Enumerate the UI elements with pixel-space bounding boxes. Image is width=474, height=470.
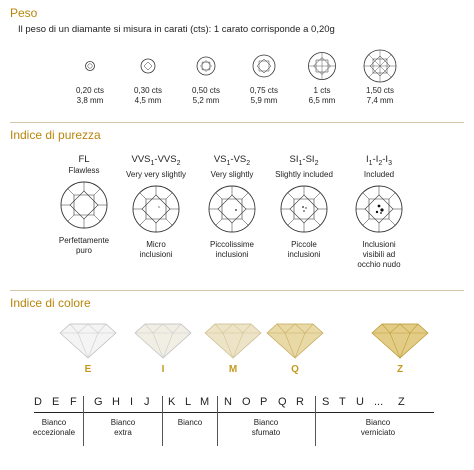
scale-group-label: [93, 418, 153, 438]
scale-letter: Z: [398, 396, 405, 408]
purity-italian-line: Piccole: [291, 239, 317, 249]
weight-mm: 4,5 mm: [134, 96, 162, 105]
scale-letter: J: [144, 396, 150, 408]
diamond-clarity-icon: [131, 184, 181, 234]
weight-mm: 5,2 mm: [192, 96, 220, 105]
scale-separator: [315, 396, 316, 446]
scale-letter: K: [168, 396, 176, 408]
weight-mm: 5,9 mm: [250, 96, 278, 105]
color-scale: [34, 396, 434, 413]
color-gem: [260, 320, 330, 375]
diamond-clarity-icon: [207, 184, 257, 234]
diamond-side-icon: [58, 320, 118, 360]
group-label-line: Bianco: [41, 418, 67, 427]
scale-letter: ...: [374, 396, 384, 408]
group-label-line: verniciato: [360, 428, 396, 437]
weight-carats: 1,50 cts: [365, 86, 394, 95]
weight-carats: 0,20 cts: [75, 86, 104, 95]
purity-item: [45, 154, 123, 256]
scale-letter: L: [185, 396, 192, 408]
diamond-top-icon: [302, 46, 342, 86]
purity-code: $I_1-I_2-I_3$: [366, 154, 392, 167]
diamond-clarity-icon: [59, 180, 109, 230]
color-gem: [128, 320, 198, 375]
purity-italian-line: inclusioni: [215, 249, 249, 259]
diamond-top-icon: [128, 46, 168, 86]
color-grade-letter: M: [228, 364, 238, 375]
scale-letter: U: [356, 396, 364, 408]
purity-item: [193, 154, 271, 260]
scale-letter: E: [52, 396, 60, 408]
diamond-top-icon: [360, 46, 400, 86]
scale-letter: I: [130, 396, 134, 408]
weight-carats: 0,50 cts: [191, 86, 220, 95]
purity-italian-line: Piccolissime: [209, 239, 254, 249]
scale-letter: F: [70, 396, 77, 408]
weight-mm: 3,8 mm: [76, 96, 104, 105]
scale-group-label: [24, 418, 84, 438]
divider: [10, 122, 464, 123]
weight-mm: 7,4 mm: [366, 96, 394, 105]
scale-separator: [217, 396, 218, 446]
scale-letter: M: [200, 396, 210, 408]
purity-english: Very very slightly: [125, 169, 187, 179]
purity-italian-line: inclusioni: [139, 249, 173, 259]
section-title-color: Indice di colore: [10, 296, 91, 310]
purity-italian-line: occhio nudo: [357, 259, 401, 269]
scale-letter: D: [34, 396, 42, 408]
diamond-top-icon: [70, 46, 110, 86]
color-gem: [198, 320, 268, 375]
section-title-weight: Peso: [10, 6, 38, 20]
scale-letter: Q: [278, 396, 287, 408]
section-title-purity: Indice di purezza: [10, 128, 101, 142]
weight-carats: 1 cts: [313, 86, 331, 95]
purity-code: $VVS_1-VVS_2$: [131, 154, 181, 167]
purity-italian-line: puro: [75, 246, 92, 255]
weight-carats: 0,75 cts: [249, 86, 278, 95]
color-gem: [53, 320, 123, 375]
color-grade-letter: Z: [396, 364, 404, 375]
diamond-clarity-icon: [354, 184, 404, 234]
divider: [10, 290, 464, 291]
color-grade-letter: Q: [291, 364, 299, 375]
scale-letter: N: [224, 396, 232, 408]
weight-item: [345, 46, 415, 106]
group-label-line: Bianco: [110, 418, 136, 427]
group-label-line: Bianco: [365, 418, 391, 427]
purity-english: Included: [363, 169, 395, 179]
weight-mm: 6,5 mm: [308, 96, 336, 105]
group-label-line: sfumato: [251, 428, 281, 437]
diamond-side-icon: [133, 320, 193, 360]
diamond-side-icon: [265, 320, 325, 360]
purity-italian-line: Perfettamente: [58, 236, 110, 245]
purity-item: [117, 154, 195, 260]
purity-italian-line: Inclusioni: [362, 239, 396, 249]
diamond-top-icon: [244, 46, 284, 86]
purity-item: [340, 154, 418, 270]
scale-letter: R: [296, 396, 304, 408]
scale-letter: S: [322, 396, 330, 408]
scale-letter: T: [339, 396, 346, 408]
scale-group-label: [236, 418, 296, 438]
diamond-clarity-icon: [279, 184, 329, 234]
purity-english: Slightly included: [275, 169, 333, 179]
purity-english: Flawless: [68, 166, 100, 175]
scale-letter: P: [260, 396, 268, 408]
purity-italian-line: visibili ad: [362, 249, 396, 259]
group-label-line: eccezionale: [32, 428, 76, 437]
scale-letter: O: [242, 396, 251, 408]
scale-group-label: [165, 418, 215, 428]
scale-letter: H: [112, 396, 120, 408]
scale-letter: G: [94, 396, 103, 408]
diamond-side-icon: [203, 320, 263, 360]
diamond-top-icon: [186, 46, 226, 86]
color-grade-letter: I: [161, 364, 165, 375]
diamond-side-icon: [370, 320, 430, 360]
group-label-line: extra: [114, 428, 132, 437]
weight-subtitle: Il peso di un diamante si misura in carati (cts): 1 carato corrisponde a 0,20g: [18, 24, 335, 35]
color-gem: [365, 320, 435, 375]
scale-separator: [162, 396, 163, 446]
scale-group-label: [338, 418, 418, 438]
group-label-line: Bianco: [177, 418, 203, 427]
purity-code: $SI_1-SI_2$: [289, 154, 319, 167]
purity-code: FL: [78, 154, 90, 165]
group-label-line: Bianco: [253, 418, 279, 427]
purity-code: $VS_1-VS_2$: [213, 154, 251, 167]
purity-italian-line: inclusioni: [287, 249, 321, 259]
color-grade-letter: E: [84, 364, 92, 375]
purity-italian-line: Micro: [146, 239, 166, 249]
weight-carats: 0,30 cts: [133, 86, 162, 95]
purity-item: [265, 154, 343, 260]
purity-english: Very slightly: [210, 169, 254, 179]
